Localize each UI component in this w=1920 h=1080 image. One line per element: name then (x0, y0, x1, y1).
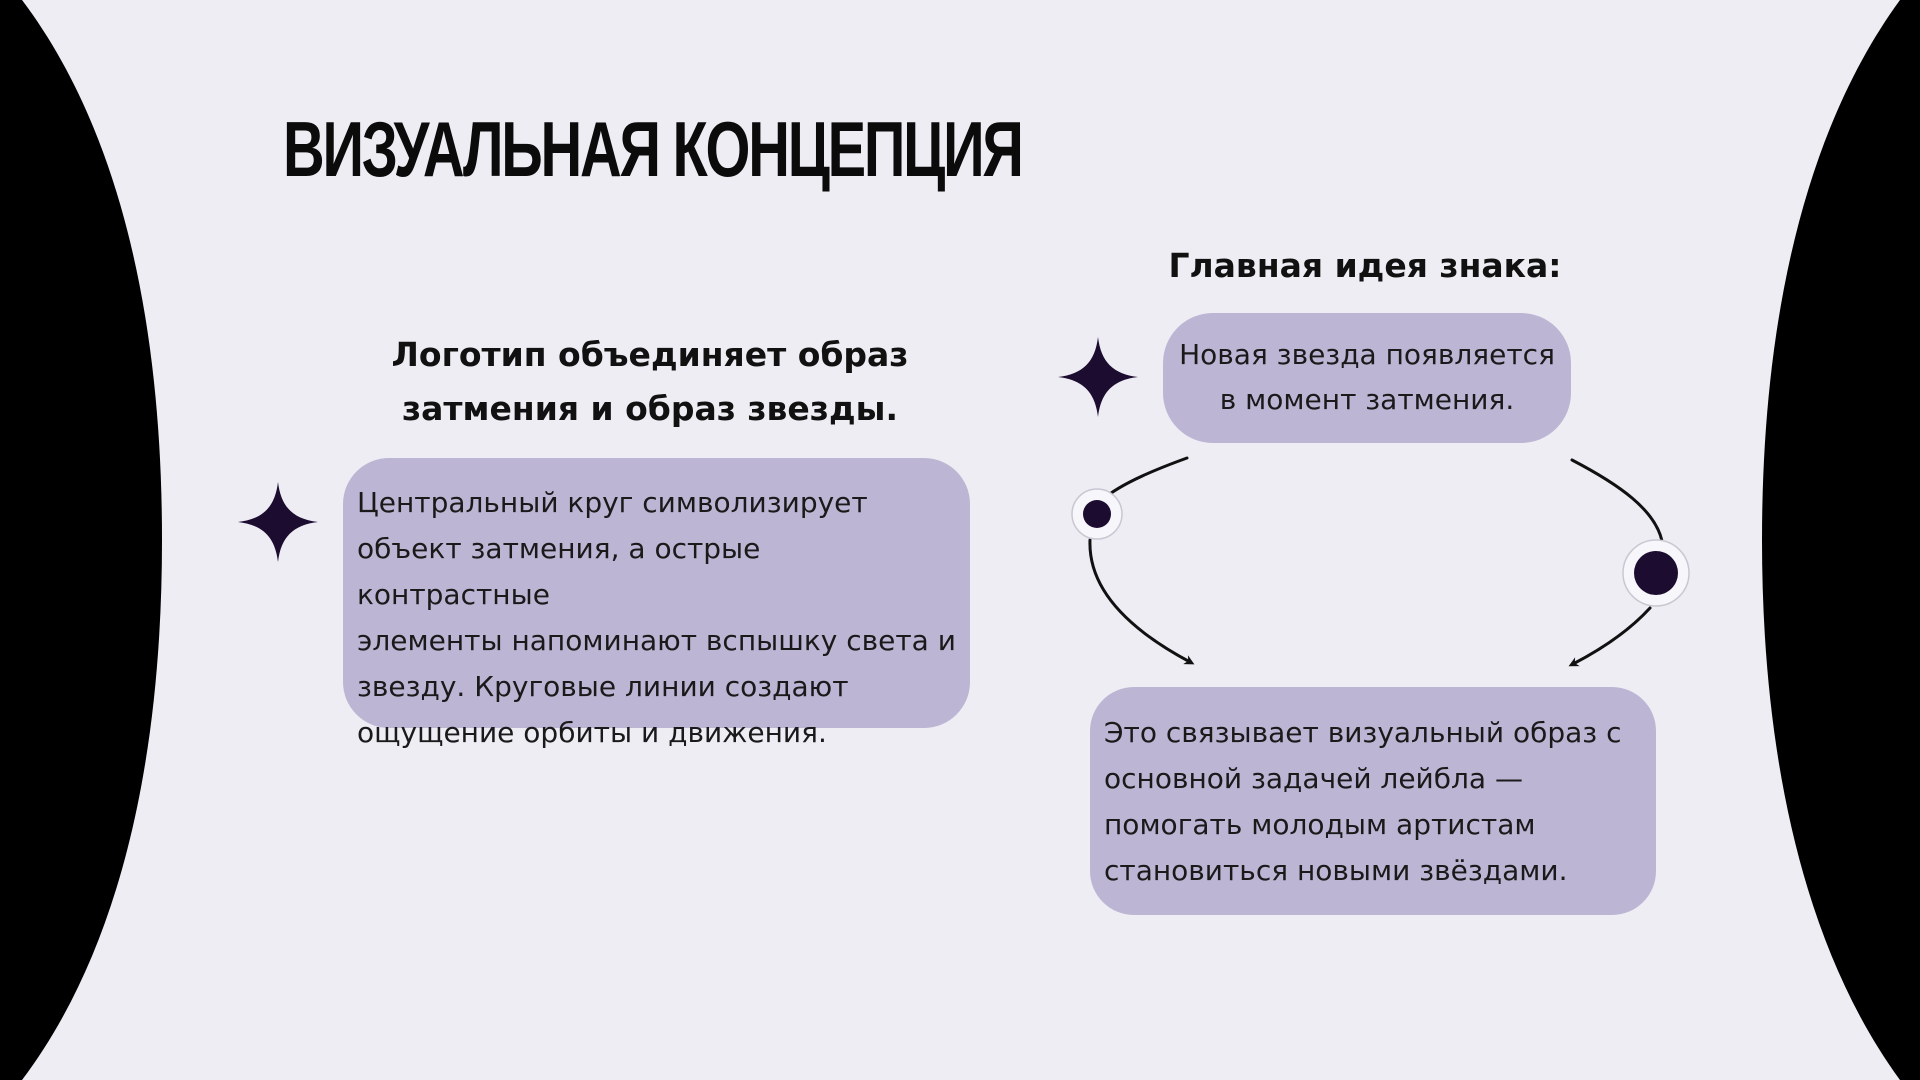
result-card-line: Это связывает визуальный образ с (1104, 716, 1622, 749)
idea-card (1163, 313, 1571, 443)
page-title: ВИЗУАЛЬНАЯ КОНЦЕПЦИЯ (283, 105, 1022, 193)
left-side-shape (0, 0, 170, 1080)
concept-card-line: объект затмения, а острые контрастные (357, 532, 761, 611)
left-heading-line: затмения и образ звезды. (401, 389, 899, 428)
result-card-line: помогать молодым артистам (1104, 808, 1536, 841)
four-point-star-icon (1058, 337, 1138, 417)
curved-arrow-icon (1572, 460, 1662, 664)
main-idea-heading: Главная идея знака: (1168, 246, 1562, 285)
result-card (1090, 687, 1656, 915)
concept-card-line: ощущение орбиты и движения. (357, 716, 827, 749)
concept-card-line: элементы напоминают вспышку света и (357, 624, 956, 657)
left-heading-line: Логотип объединяет образ (391, 335, 909, 374)
left-heading (340, 328, 960, 436)
concept-card-line: звезду. Круговые линии создают (357, 670, 849, 703)
orbit-dot-icon (1623, 540, 1689, 606)
result-card-line: основной задачей лейбла — (1104, 762, 1523, 795)
right-side-shape (1750, 0, 1920, 1080)
concept-card-line: Центральный круг символизирует (357, 486, 868, 519)
concept-card (343, 458, 970, 749)
four-point-star-icon (238, 482, 318, 562)
result-card-line: становиться новыми звёздами. (1104, 854, 1568, 887)
orbit-dot-icon (1072, 489, 1122, 539)
curved-arrow-icon (1090, 458, 1190, 662)
idea-card-line: Новая звезда появляется (1179, 338, 1555, 371)
idea-card-line: в момент затмения. (1219, 383, 1515, 416)
